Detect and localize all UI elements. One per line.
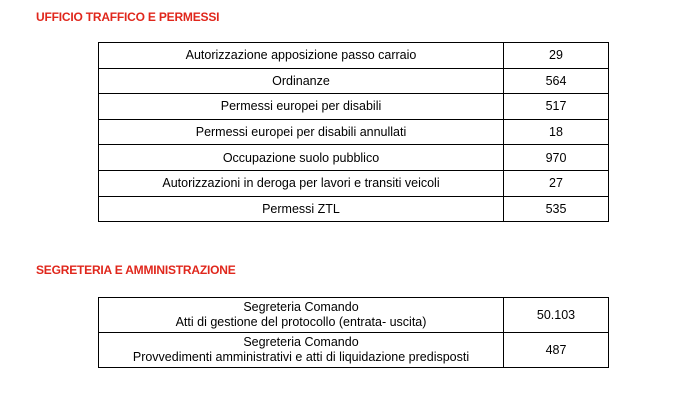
row-label: Autorizzazioni in deroga per lavori e transiti veicoli [99,170,504,196]
row-label: Occupazione suolo pubblico [99,145,504,171]
row-value: 18 [504,119,609,145]
row-label: Permessi europei per disabili [99,94,504,120]
traffico-table [98,42,609,222]
row-value: 535 [504,196,609,222]
row-label-line2: Atti di gestione del protocollo (entrata- uscita) [175,315,427,329]
row-label-line1: Segreteria Comando [243,300,359,314]
row-label: Permessi ZTL [99,196,504,222]
table-row [99,94,609,120]
row-label [99,333,504,368]
row-value: 564 [504,68,609,94]
row-value: 970 [504,145,609,171]
row-label: Permessi europei per disabili annullati [99,119,504,145]
table-row [99,170,609,196]
section-title-traffico: UFFICIO TRAFFICO E PERMESSI [36,10,220,24]
table-row [99,333,609,368]
row-label: Autorizzazione apposizione passo carraio [99,43,504,69]
table-row [99,298,609,333]
section-title-segreteria: SEGRETERIA E AMMINISTRAZIONE [36,263,236,277]
row-value: 27 [504,170,609,196]
table-row [99,43,609,69]
row-value: 29 [504,43,609,69]
row-value: 487 [504,333,609,368]
table-row [99,119,609,145]
row-label-line1: Segreteria Comando [243,335,359,349]
table-row [99,196,609,222]
row-value: 517 [504,94,609,120]
segreteria-table [98,297,609,368]
table-row [99,68,609,94]
row-value: 50.103 [504,298,609,333]
row-label [99,298,504,333]
table-row [99,145,609,171]
row-label-line2: Provvedimenti amministrativi e atti di liquidazione predisposti [132,350,470,364]
row-label: Ordinanze [99,68,504,94]
